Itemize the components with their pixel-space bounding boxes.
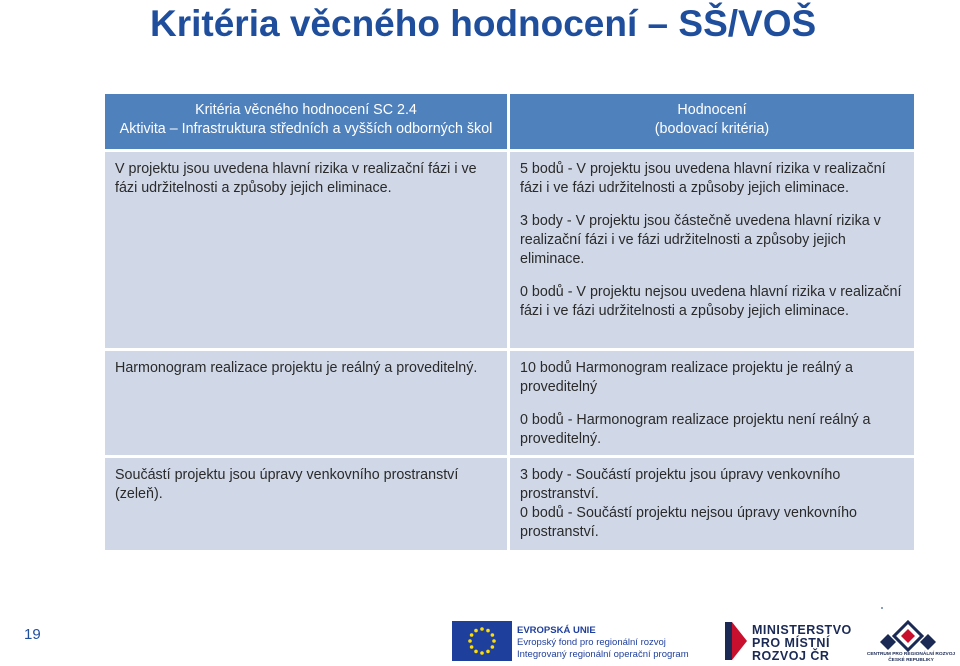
score-text: 10 bodů Harmonogram realizace projektu je reálný a proveditelný xyxy=(520,360,853,395)
header-scoring xyxy=(510,94,914,149)
criterion-text: V projektu jsou uvedena hlavní rizika v realizační fázi i ve fázi udržitelnosti a způsoby jejich eliminace. xyxy=(115,161,477,196)
header-criteria-line: Kritéria věcného hodnocení SC 2.4 xyxy=(195,102,417,118)
eu-star-icon xyxy=(486,650,490,654)
criterion-cell xyxy=(105,351,507,455)
crr-text xyxy=(866,652,956,664)
eu-star-icon xyxy=(474,650,478,654)
header-scoring-line: Hodnocení xyxy=(677,102,747,118)
header-scoring-line: (bodovací kritéria) xyxy=(654,121,770,137)
decorative-dot xyxy=(881,607,883,609)
eu-star-icon xyxy=(491,645,495,649)
eu-star-icon xyxy=(474,629,478,633)
header-criteria-line: Aktivita – Infrastruktura středních a vyšších odborných škol xyxy=(119,121,493,137)
table-row xyxy=(105,351,914,455)
eu-star-icon xyxy=(492,639,496,643)
criteria-table xyxy=(102,91,917,553)
eu-star-icon xyxy=(470,633,474,637)
eu-star-icon xyxy=(480,651,484,655)
mmr-line: PRO MÍSTNÍ xyxy=(752,636,830,650)
eu-star-icon xyxy=(470,645,474,649)
score-text: 3 body - V projektu jsou částečně uvedena hlavní rizika v realizační fázi i ve fázi udržitelnosti a způsoby jejich eliminace. xyxy=(520,213,881,267)
header-criteria xyxy=(105,94,507,149)
table-row xyxy=(105,152,914,348)
mmr-line: ROZVOJ ČR xyxy=(752,649,830,663)
eu-star-icon xyxy=(491,633,495,637)
table-header-row xyxy=(105,94,914,149)
page-number: 19 xyxy=(24,626,41,643)
mmr-line: MINISTERSTVO xyxy=(752,623,852,637)
score-text: 0 bodů - V projektu nejsou uvedena hlavní rizika v realizační fázi i ve fázi udržitelnosti a způsoby jejich eliminace. xyxy=(520,284,902,319)
score-cell xyxy=(510,152,914,348)
eu-star-icon xyxy=(480,627,484,631)
score-text: 3 body - Součástí projektu jsou úpravy venkovního prostranství. xyxy=(520,467,841,502)
score-text: 0 bodů - Harmonogram realizace projektu není reálný a proveditelný. xyxy=(520,412,871,447)
mmr-logo-icon xyxy=(725,622,747,660)
eu-line: Integrovaný regionální operační program xyxy=(517,649,689,660)
crr-line: ČESKÉ REPUBLIKY xyxy=(888,658,934,663)
eu-line: Evropský fond pro regionální rozvoj xyxy=(517,637,666,648)
score-cell xyxy=(510,351,914,455)
criterion-cell xyxy=(105,458,507,550)
score-cell xyxy=(510,458,914,550)
eu-funding-text xyxy=(517,625,689,661)
eu-star-icon xyxy=(486,629,490,633)
page-title: Kritéria věcného hodnocení – SŠ/VOŠ xyxy=(150,3,817,44)
eu-star-icon xyxy=(468,639,472,643)
score-text: 5 bodů - V projektu jsou uvedena hlavní rizika v realizační fázi i ve fázi udržitelnosti a způsoby jejich eliminace. xyxy=(520,161,886,196)
table-row xyxy=(105,458,914,550)
mmr-text xyxy=(752,624,852,663)
criterion-cell xyxy=(105,152,507,348)
eu-line: EVROPSKÁ UNIE xyxy=(517,625,596,636)
criterion-text: Součástí projektu jsou úpravy venkovního prostranství (zeleň). xyxy=(115,467,459,502)
score-text: 0 bodů - Součástí projektu nejsou úpravy venkovního prostranství. xyxy=(520,505,857,540)
crr-line: CENTRUM PRO REGIONÁLNÍ ROZVOJ xyxy=(866,652,956,657)
eu-flag-icon xyxy=(452,621,512,661)
criterion-text: Harmonogram realizace projektu je reálný a proveditelný. xyxy=(115,360,478,376)
crr-logo-icon xyxy=(878,620,938,656)
